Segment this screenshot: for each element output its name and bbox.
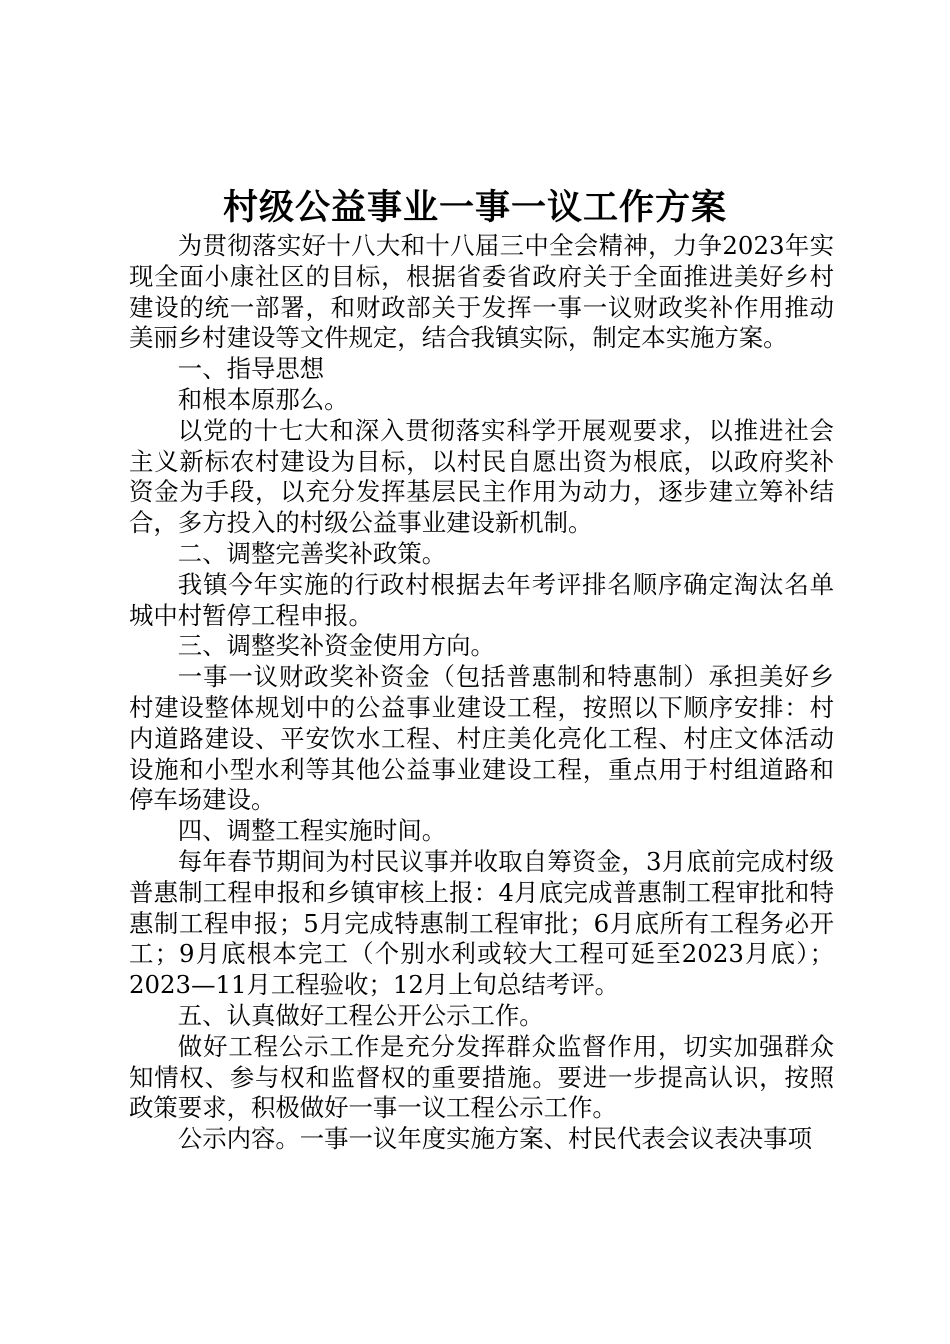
document-title: 村级公益事业一事一议工作方案 xyxy=(222,187,727,228)
heading-adjust-policy: 二、调整完善奖补政策。 xyxy=(177,538,447,568)
paragraph-fund-direction: 一事一议财政奖补资金（包括普惠制和特惠制）承担美好乡村建设整体规划中的公益事业建设工程，按照以下顺序安排：村内道路建设、平安饮水工程、村庄美化亮化工程、村庄文体活动设施和小型水利等其他公益事业建设工程，重点用于村组道路和停车场建设。 xyxy=(129,662,834,815)
heading-guiding-ideology: 一、指导思想 xyxy=(177,354,325,384)
paragraph-publicity: 做好工程公示工作是充分发挥群众监督作用，切实加强群众知情权、参与权和监督权的重要措施。要进一步提高认识，按照政策要求，积极做好一事一议工程公示工作。 xyxy=(129,1031,834,1123)
heading-publicity: 五、认真做好工程公开公示工作。 xyxy=(177,1000,544,1030)
paragraph-principles: 和根本原那么。 xyxy=(177,384,349,414)
paragraph-intro: 为贯彻落实好十八大和十八届三中全会精神，力争2023年实现全面小康社区的目标，根据省委省政府关于全面推进美好乡村建设的统一部署，和财政部关于发挥一事一议财政奖补作用推动美丽乡村建设等文件规定，结合我镇实际，制定本实施方案。 xyxy=(129,231,834,353)
heading-fund-direction: 三、调整奖补资金使用方向。 xyxy=(177,631,495,661)
document-body xyxy=(129,231,834,1155)
paragraph-publicity-content: 公示内容。一事一议年度实施方案、村民代表会议表决事项 xyxy=(177,1124,812,1154)
heading-project-timing: 四、调整工程实施时间。 xyxy=(177,816,447,846)
paragraph-project-timing: 每年春节期间为村民议事并收取自筹资金，3月底前完成村级普惠制工程申报和乡镇审核上报：4月底完成普惠制工程审批和特惠制工程申报；5月完成特惠制工程审批；6月底所有工程务必开工；9月底根本完工（个别水利或较大工程可延至2023月底）；2023—11月工程验收；12月上旬总结考评。 xyxy=(129,846,834,1000)
paragraph-adjust-policy: 我镇今年实施的行政村根据去年考评排名顺序确定淘汰名单城中村暂停工程申报。 xyxy=(129,569,834,630)
paragraph-guiding-content: 以党的十七大和深入贯彻落实科学开展观要求，以推进社会主义新标农村建设为目标，以村民自愿出资为根底，以政府奖补资金为手段，以充分发挥基层民主作用为动力，逐步建立筹补结合，多方投入的村级公益事业建设新机制。 xyxy=(129,415,834,538)
